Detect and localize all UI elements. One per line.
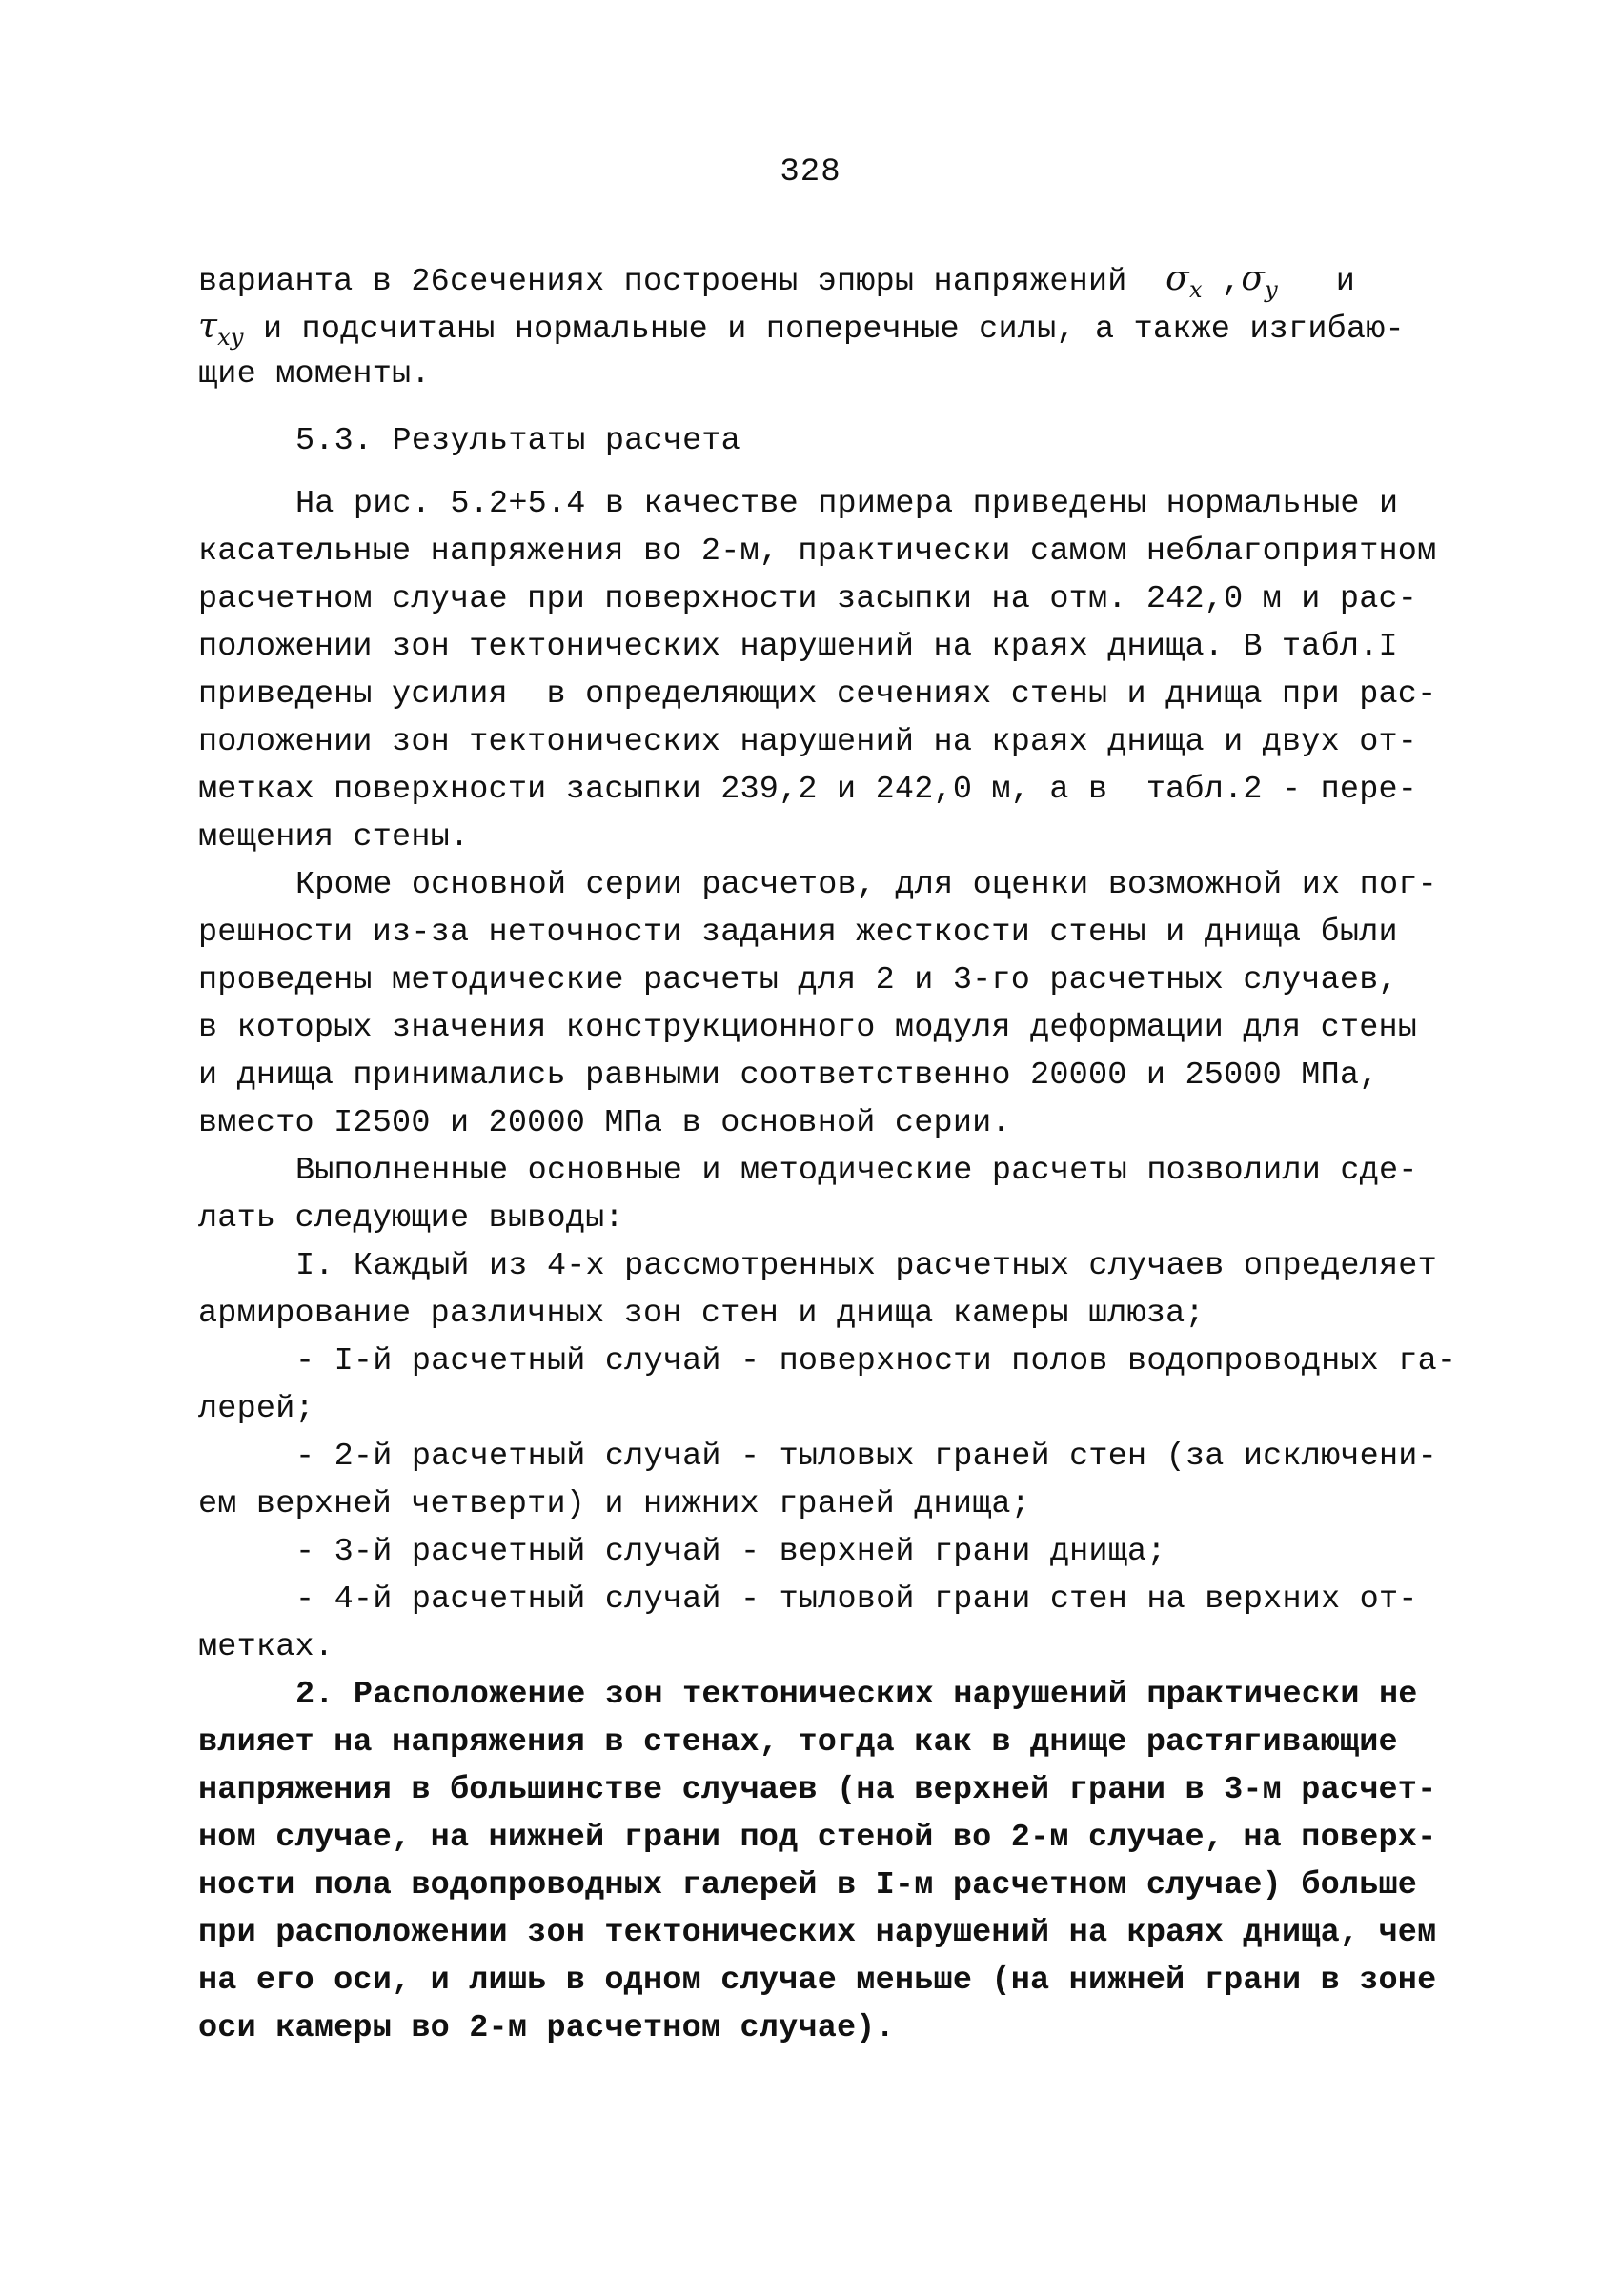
conclusion2-line: напряжения в большинстве случаев (на верхней грани в 3-м расчет- bbox=[198, 1772, 1437, 1808]
case-line: - 4-й расчетный случай - тыловой грани стен на верхних от- bbox=[295, 1581, 1418, 1618]
para2-line: решности из-за неточности задания жесткости стены и днища были bbox=[198, 915, 1398, 951]
para1-line: касательные напряжения во 2-м, практически самом неблагоприятном bbox=[198, 534, 1437, 570]
conclusion2-line: влияет на напряжения в стенах, тогда как в днище растягивающие bbox=[198, 1724, 1398, 1761]
conclusion2-line: на его оси, и лишь в одном случае меньше (на нижней грани в зоне bbox=[198, 1963, 1437, 1999]
para1-line: положении зон тектонических нарушений на краях днища и двух от- bbox=[198, 724, 1418, 760]
section-heading: 5.3. Результаты расчета bbox=[295, 423, 740, 459]
case-line: метках. bbox=[198, 1629, 334, 1665]
para2-line: вместо I2500 и 20000 МПа в основной серии. bbox=[198, 1105, 1011, 1141]
conclusion2-line: 2. Расположение зон тектонических нарушений практически не bbox=[295, 1677, 1418, 1713]
intro-line-1-text: варианта в 26сечениях построены эпюры напряжений bbox=[198, 264, 1127, 300]
conclusion2-line: ном случае, на нижней грани под стеной во 2-м случае, на поверх- bbox=[198, 1820, 1437, 1856]
para1-line: расчетном случае при поверхности засыпки на отм. 242,0 м и рас- bbox=[198, 581, 1418, 617]
intro-line-2-text: и подсчитаны нормальные и поперечные силы, а также изгибаю- bbox=[262, 312, 1405, 348]
sigma-x-symbol: $\sigma_x$ bbox=[1165, 259, 1203, 304]
tau-xy-symbol: $\tau_{xy}$ bbox=[198, 307, 244, 352]
case-line: - 2-й расчетный случай - тыловых граней стен (за исключени- bbox=[295, 1439, 1437, 1475]
conclusion2-line: ности пола водопроводных галерей в I-м расчетном случае) больше bbox=[198, 1867, 1418, 1903]
para1-line: мещения стены. bbox=[198, 819, 470, 856]
page-number: 328 bbox=[780, 154, 841, 191]
para2-line: в которых значения конструкционного модуля деформации для стены bbox=[198, 1010, 1418, 1046]
para3-line: Выполненные основные и методические расчеты позволили сде- bbox=[295, 1153, 1418, 1189]
para3-line: лать следующие выводы: bbox=[198, 1200, 624, 1237]
para2-line: и днища принимались равными соответственно 20000 и 25000 МПа, bbox=[198, 1057, 1379, 1094]
case-line: лерей; bbox=[198, 1391, 314, 1427]
conclusion2-line: оси камеры во 2-м расчетном случае). bbox=[198, 2010, 895, 2046]
conclusion1-line: I. Каждый из 4-х рассмотренных расчетных случаев определяет bbox=[295, 1248, 1437, 1284]
intro-line-1: варианта в 26сечениях построены эпюры напряжений $\sigma_x$ $,\sigma_y$ и bbox=[198, 259, 1356, 304]
para2-line: Кроме основной серии расчетов, для оценки возможной их пог- bbox=[295, 867, 1437, 903]
conclusion2-line: при расположении зон тектонических нарушений на краях днища, чем bbox=[198, 1915, 1437, 1951]
sigma-y-symbol: $\sigma_y$ bbox=[1241, 259, 1278, 304]
para2-line: проведены методические расчеты для 2 и 3-го расчетных случаев, bbox=[198, 962, 1398, 998]
intro-line-3: щие моменты. bbox=[198, 356, 431, 393]
conjunction-and: и bbox=[1335, 264, 1356, 300]
para1-line: метках поверхности засыпки 239,2 и 242,0 м, а в табл.2 - пере- bbox=[198, 772, 1418, 808]
para1-line: На рис. 5.2+5.4 в качестве примера приведены нормальные и bbox=[295, 486, 1399, 522]
conclusion1-line: армирование различных зон стен и днища камеры шлюза; bbox=[198, 1296, 1205, 1332]
para1-line: положении зон тектонических нарушений на краях днища. В табл.I bbox=[198, 629, 1398, 665]
case-line: - 3-й расчетный случай - верхней грани днища; bbox=[295, 1534, 1166, 1570]
case-line: - I-й расчетный случай - поверхности полов водопроводных га- bbox=[295, 1343, 1457, 1380]
para1-line: приведены усилия в определяющих сечениях стены и днища при рас- bbox=[198, 676, 1437, 713]
case-line: ем верхней четверти) и нижних граней днища; bbox=[198, 1486, 1031, 1522]
